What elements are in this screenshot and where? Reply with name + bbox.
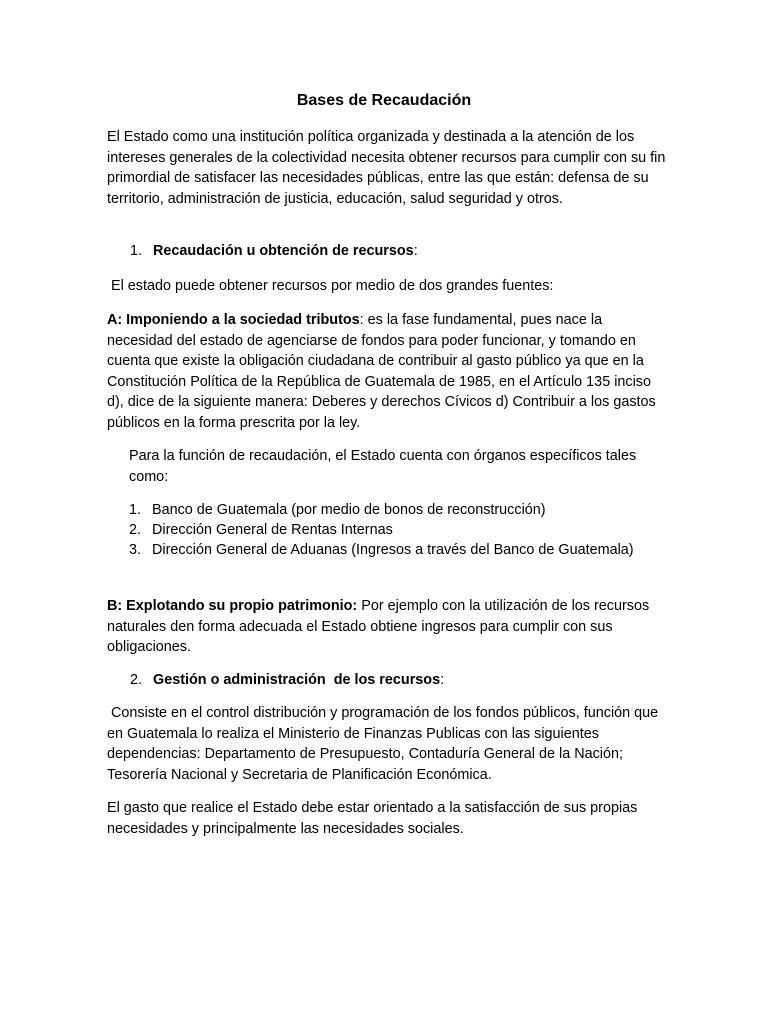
organ-item-text: Banco de Guatemala (por medio de bonos de reconstrucción) xyxy=(152,502,546,518)
source-b-label: B: Explotando su propio patrimonio: xyxy=(107,598,358,614)
organ-item-3 xyxy=(129,540,634,561)
section-1-heading xyxy=(130,241,418,262)
closing-paragraph: El gasto que realice el Estado debe estar orientado a la satisfacción de sus propias necesidades y principalmente las necesidades sociales. xyxy=(107,800,638,837)
organ-item-text: Dirección General de Rentas Internas xyxy=(152,522,393,538)
section-1-number: 1. xyxy=(130,243,143,259)
section-2-title: Gestión o administración de los recursos xyxy=(153,672,441,688)
organ-item-1 xyxy=(129,500,546,521)
sources-intro: El estado puede obtener recursos por medio de dos grandes fuentes: xyxy=(107,278,554,294)
source-a-paragraph xyxy=(107,310,667,434)
organ-item-text: Dirección General de Aduanas (Ingresos a través del Banco de Guatemala) xyxy=(152,542,634,558)
source-b-text: Por ejemplo con la utilización de los recursos naturales den forma adecuada el Estado obtiene ingresos para cumplir con sus obligaciones. xyxy=(107,598,650,656)
organs-intro: Para la función de recaudación, el Estado cuenta con órganos específicos tales como: xyxy=(129,448,637,485)
section-2-number: 2. xyxy=(130,672,143,688)
section-2-suffix: : xyxy=(440,672,445,688)
intro-paragraph: El Estado como una institución política organizada y destinada a la atención de los intereses generales de la colectividad necesita obtener recursos para cumplir con su fin primordial de satisfacer las necesidades públicas, entre las que están: defensa de su territorio, administración de justicia, educación, salud seguridad y otros. xyxy=(107,129,666,207)
section-1-suffix: : xyxy=(413,243,418,259)
source-a-label: A: Imponiendo a la sociedad tributos xyxy=(107,312,360,328)
organ-item-number: 1. xyxy=(129,502,142,518)
organ-item-number: 2. xyxy=(129,522,142,538)
organ-item-number: 3. xyxy=(129,542,142,558)
section-1-title: Recaudación u obtención de recursos xyxy=(153,243,414,259)
organ-item-2 xyxy=(129,520,393,541)
source-b-paragraph xyxy=(107,596,667,658)
management-paragraph: Consiste en el control distribución y programación de los fondos públicos, función que en Guatemala lo realiza el Ministerio de Finanzas Publicas con las siguientes dependencias: Departamento de Presupuesto, Contaduría General de la Nación; Tesorería Nacional y Secretaria de Planificación Económica. xyxy=(107,705,663,783)
page-title: Bases de Recaudación xyxy=(296,92,472,109)
section-2-heading xyxy=(130,670,444,691)
source-a-text: : es la fase fundamental, pues nace la necesidad del estado de agenciarse de fondos para poder funcionar, y tomando en cuenta que existe la obligación ciudadana de contribuir al gasto público ya que en la Constitución Política de la República de Guatemala de 1985, en el Artículo 135 inciso d), dice de la siguiente manera: Deberes y derechos Cívicos d) Contribuir a los gastos públicos en la forma prescrita por la ley. xyxy=(107,312,656,431)
